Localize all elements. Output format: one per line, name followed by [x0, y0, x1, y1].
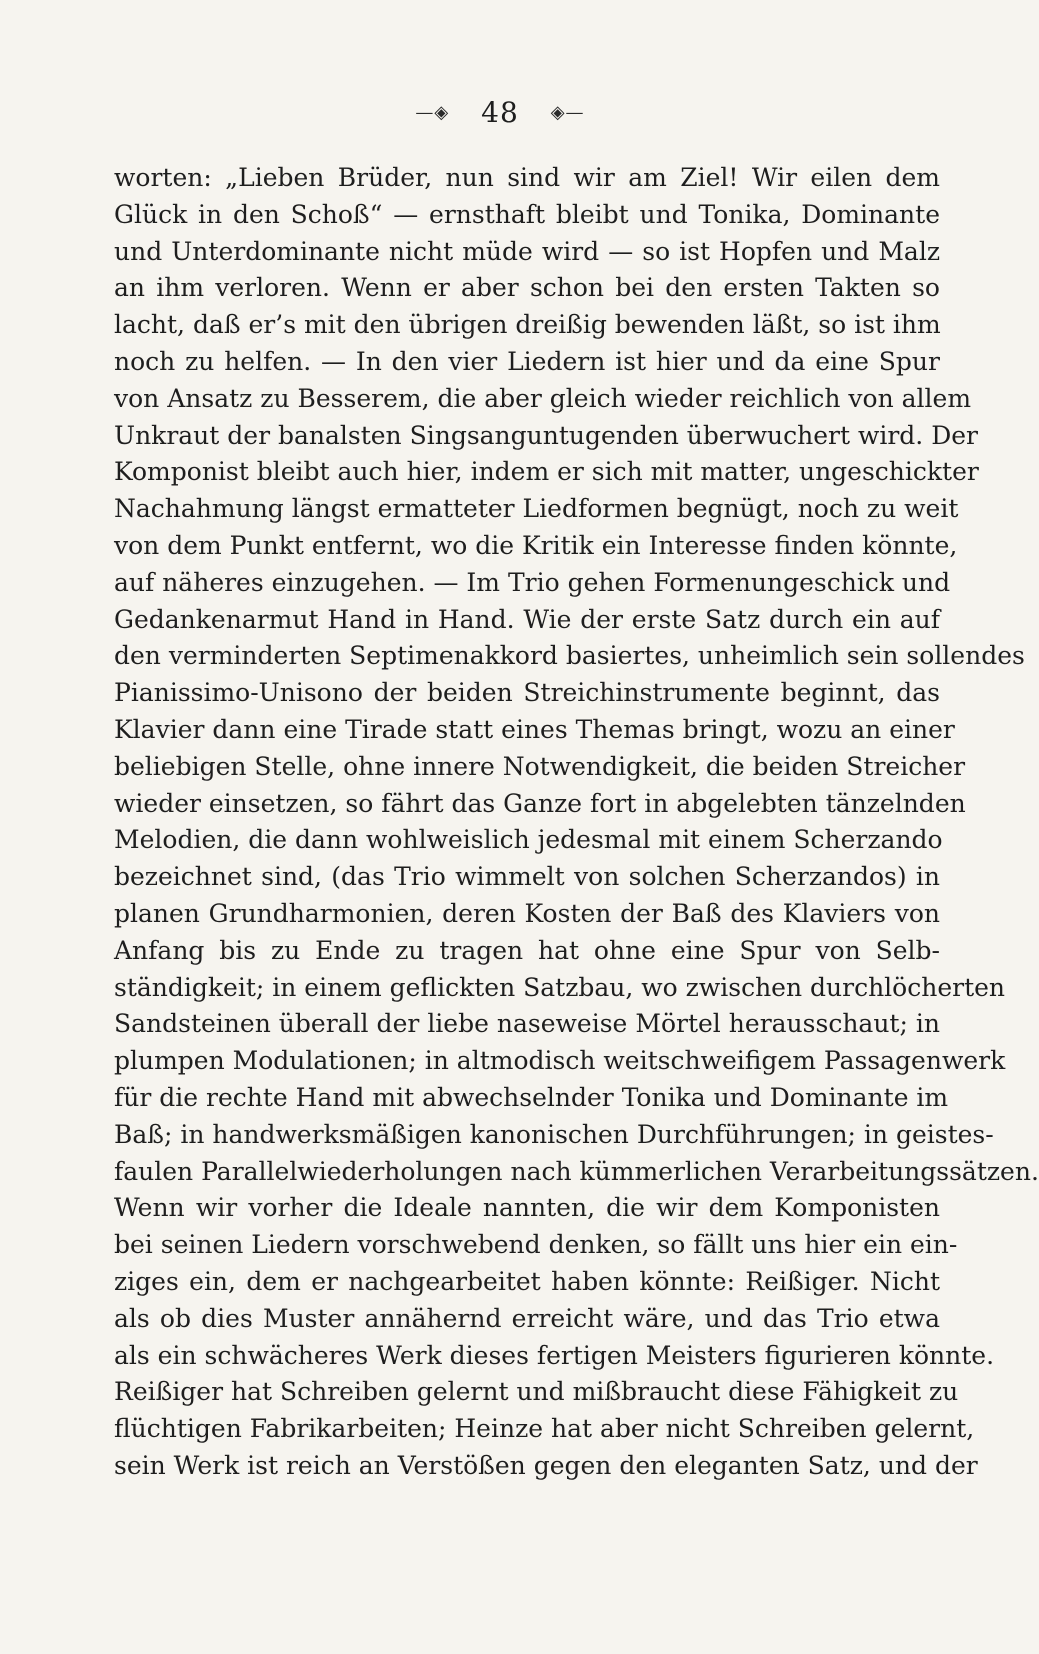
text-line: sein Werk ist reich an Verstößen gegen den eleganten Satz, und der: [114, 1450, 978, 1480]
text-line: Anfang bis zu Ende zu tragen hat ohne eine Spur von Selb-: [114, 935, 940, 965]
text-line: als ein schwächeres Werk dieses fertigen Meisters figurieren könnte.: [114, 1340, 995, 1370]
text-line: wieder einsetzen, so fährt das Ganze fort in abgelebten tänzelnden: [114, 788, 966, 818]
text-line: ziges ein, dem er nachgearbeitet haben könnte: Reißiger. Nicht: [114, 1266, 940, 1296]
text-line: und Unterdominante nicht müde wird — so ist Hopfen und Malz: [114, 236, 940, 266]
ornament-right-icon: ◈—: [550, 102, 585, 123]
text-line: ständigkeit; in einem geflickten Satzbau, wo zwischen durchlöcherten: [114, 972, 1006, 1002]
text-line: flüchtigen Fabrikarbeiten; Heinze hat aber nicht Schreiben gelernt,: [114, 1414, 975, 1444]
text-line: noch zu helfen. — In den vier Liedern ist hier und da eine Spur: [114, 346, 940, 376]
text-line: planen Grundharmonien, deren Kosten der Baß des Klaviers von: [114, 898, 940, 928]
text-line: von dem Punkt entfernt, wo die Kritik ein Interesse finden könnte,: [114, 530, 958, 560]
text-line: beliebigen Stelle, ohne innere Notwendigkeit, die beiden Streicher: [114, 751, 966, 781]
text-line: als ob dies Muster annähernd erreicht wäre, und das Trio etwa: [114, 1303, 940, 1333]
text-line: Gedankenarmut Hand in Hand. Wie der erste Satz durch ein auf: [114, 604, 940, 634]
text-line: Nachahmung längst ermatteter Liedformen begnügt, noch zu weit: [114, 494, 959, 524]
text-line: an ihm verloren. Wenn er aber schon bei den ersten Takten so: [114, 273, 940, 303]
text-line: den verminderten Septimenakkord basiertes, unheimlich sein sollendes: [114, 641, 1025, 671]
page-header: [0, 94, 1000, 129]
text-line: worten: „Lieben Brüder, nun sind wir am Ziel! Wir eilen dem: [114, 163, 940, 192]
text-line: Pianissimo-Unisono der beiden Streichinstrumente beginnt, das: [114, 678, 940, 708]
text-line: auf näheres einzugehen. — Im Trio gehen Formenungeschick und: [114, 567, 951, 597]
text-line: Wenn wir vorher die Ideale nannten, die wir dem Komponisten: [114, 1193, 940, 1223]
text-line: für die rechte Hand mit abwechselnder Tonika und Dominante im: [114, 1082, 949, 1112]
text-line: von Ansatz zu Besserem, die aber gleich wieder reichlich von allem: [114, 383, 972, 413]
text-line: Sandsteinen überall der liebe naseweise Mörtel herausschaut; in: [114, 1009, 940, 1039]
text-line: Melodien, die dann wohlweislich jedesmal mit einem Scherzando: [114, 825, 943, 855]
page-number: 48: [481, 96, 519, 129]
text-line: faulen Parallelwiederholungen nach kümmerlichen Verarbeitungssätzen.: [114, 1156, 1039, 1186]
text-line: Unkraut der banalsten Singsanguntugenden überwuchert wird. Der: [114, 420, 978, 450]
text-line: bei seinen Liedern vorschwebend denken, so fällt uns hier ein ein-: [114, 1230, 958, 1260]
text-line: Klavier dann eine Tirade statt eines Themas bringt, wozu an einer: [114, 714, 955, 744]
text-line: Baß; in handwerksmäßigen kanonischen Durchführungen; in geistes-: [114, 1119, 994, 1149]
text-line: plumpen Modulationen; in altmodisch weitschweifigem Passagenwerk: [114, 1046, 1006, 1076]
text-line: lacht, daß er’s mit den übrigen dreißig bewenden läßt, so ist ihm: [114, 310, 941, 340]
text-line: bezeichnet sind, (das Trio wimmelt von solchen Scherzandos) in: [114, 862, 940, 892]
text-line: Glück in den Schoß“ — ernsthaft bleibt und Tonika, Dominante: [114, 199, 940, 229]
ornament-left-icon: —◈: [415, 102, 450, 123]
body-text: [114, 160, 1039, 1485]
text-line: Reißiger hat Schreiben gelernt und mißbraucht diese Fähigkeit zu: [114, 1377, 959, 1407]
text-line: Komponist bleibt auch hier, indem er sich mit matter, ungeschickter: [114, 457, 979, 487]
